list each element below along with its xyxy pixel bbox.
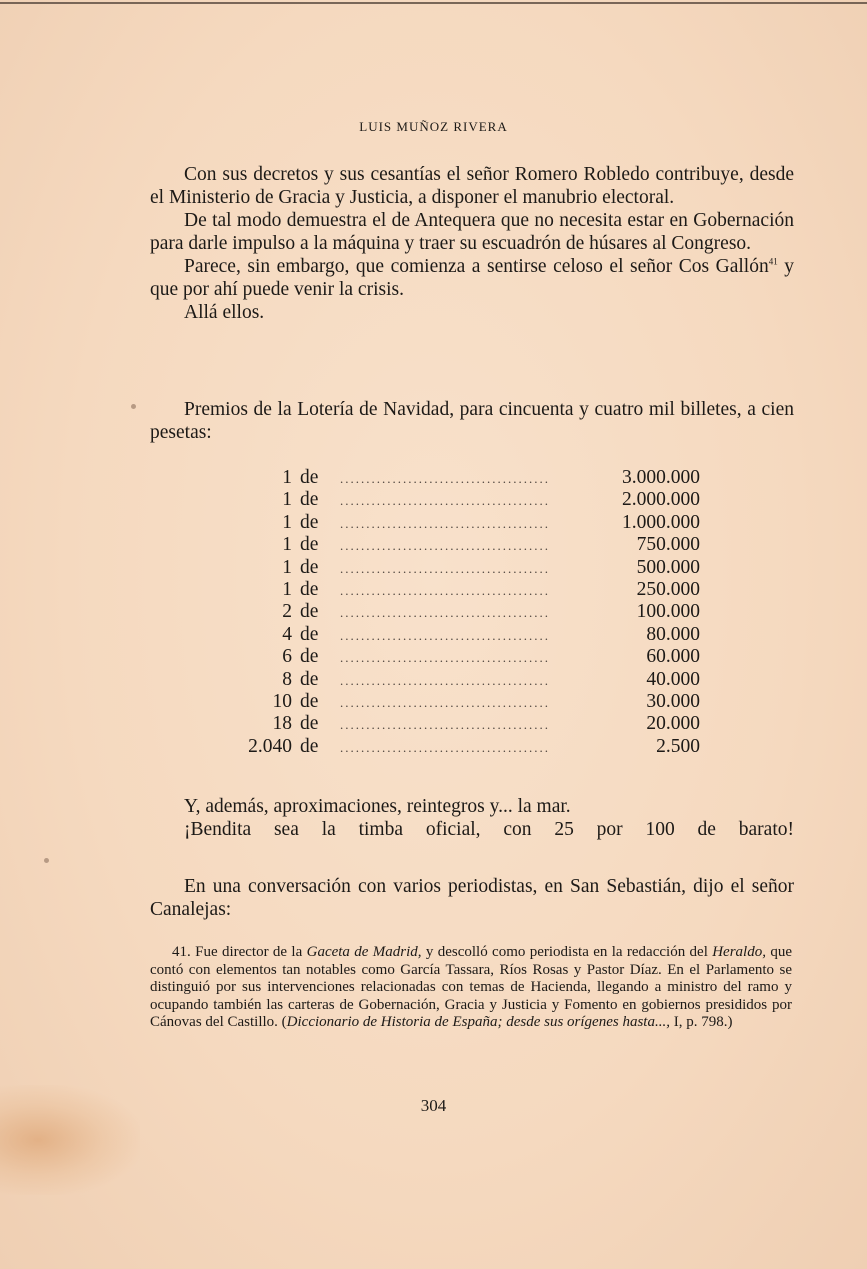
table-row xyxy=(240,624,700,646)
leader-dots: ........................................ xyxy=(340,717,550,733)
paragraph: Con sus decretos y sus cesantías el señor Romero Robledo contribuye, desde el Ministerio de Gracia y Justicia, a disponer el manubrio electoral. xyxy=(150,164,794,208)
table-row xyxy=(240,489,700,511)
top-edge-line xyxy=(0,2,867,4)
leader-dots: ........................................ xyxy=(340,694,550,710)
prize-quantity: 1 xyxy=(282,578,292,600)
table-row xyxy=(240,534,700,556)
paragraph: ¡Bendita sea la timba oficial, con 25 por 100 de barato! xyxy=(184,819,794,840)
footnote-italic: Diccionario de Historia de España; desde sus orígenes hasta..., xyxy=(286,1014,670,1031)
footnote xyxy=(150,944,792,1032)
leader-dots: ........................................ xyxy=(340,627,550,643)
leader-dots: ........................................ xyxy=(340,739,550,755)
leader-dots: ........................................ xyxy=(340,515,550,531)
prize-quantity: 1 xyxy=(282,467,292,488)
prize-amount: 500.000 xyxy=(636,556,700,578)
paper-speck xyxy=(131,404,136,409)
prize-quantity: 6 xyxy=(282,646,292,668)
leader-dots: ........................................ xyxy=(340,672,550,688)
table-row xyxy=(240,467,700,489)
table-row xyxy=(240,579,700,601)
canalejas-text xyxy=(150,875,794,921)
leader-dots: ........................................ xyxy=(340,493,550,509)
prize-quantity: 8 xyxy=(282,668,292,690)
footnote-paragraph xyxy=(150,944,792,1032)
table-row xyxy=(240,601,700,623)
running-header: LUIS MUÑOZ RIVERA xyxy=(359,119,508,134)
leader-dots: ........................................ xyxy=(340,650,550,666)
prize-quantity: 1 xyxy=(282,511,292,533)
footnote-reference: 41 xyxy=(768,256,778,267)
leader-dots: ........................................ xyxy=(340,605,550,621)
prize-de: de xyxy=(300,735,319,757)
prize-de: de xyxy=(300,556,319,578)
paper-speck xyxy=(44,858,49,863)
prize-de: de xyxy=(300,690,319,712)
table-row xyxy=(240,669,700,691)
footnote-text: Fue director de la xyxy=(190,944,307,960)
table-row xyxy=(240,713,700,735)
prize-de: de xyxy=(300,534,319,556)
prize-quantity: 2.040 xyxy=(248,735,292,757)
lottery-intro xyxy=(150,398,794,444)
table-row xyxy=(240,691,700,713)
footnote-italic: Heraldo, xyxy=(712,944,766,960)
prize-quantity: 10 xyxy=(272,690,292,712)
after-lottery-text xyxy=(150,795,794,841)
paragraph xyxy=(150,255,794,301)
prize-quantity: 1 xyxy=(282,534,292,556)
prize-table xyxy=(240,467,700,758)
prize-amount: 40.000 xyxy=(646,668,700,690)
leader-dots: ........................................ xyxy=(340,538,550,554)
footnote-text: I, p. 798.) xyxy=(669,1014,733,1031)
prize-quantity: 18 xyxy=(272,713,292,735)
prize-amount: 20.000 xyxy=(646,713,700,735)
paragraph-text: Parece, sin embargo, que comienza a sentirse celoso el señor Cos Gallón xyxy=(184,256,769,277)
paragraph: Y, además, aproximaciones, reintegros y... la mar. xyxy=(184,796,571,817)
prize-de: de xyxy=(300,489,319,511)
table-row xyxy=(240,512,700,534)
paragraph: De tal modo demuestra el de Antequera que no necesita estar en Gobernación para darle impulso a la máquina y traer su escuadrón de húsares al Congreso. xyxy=(150,210,794,254)
leader-dots: ........................................ xyxy=(340,560,550,576)
prize-de: de xyxy=(300,713,319,735)
table-row xyxy=(240,646,700,668)
prize-amount: 80.000 xyxy=(646,623,700,645)
prize-amount: 750.000 xyxy=(636,534,700,556)
paragraph: En una conversación con varios periodistas, en San Sebastián, dijo el señor Canalejas: xyxy=(150,876,794,920)
footnote-text: que contó con elementos tan notables como García Tassara, Ríos Rosas y Pastor Díaz. En el Parlamento se distinguió por sus intervenciones relacionadas con temas de Hacienda, llegando a ministro del ramo y ocupando también las carteras de Gobernación, Gracia y Justicia y Fomento en gobiernos presididos por Cánovas del Castillo. ( xyxy=(150,944,792,1031)
leader-dots: ........................................ xyxy=(340,471,550,486)
prize-de: de xyxy=(300,467,319,488)
prize-quantity: 1 xyxy=(282,489,292,511)
paragraph: Premios de la Lotería de Navidad, para cincuenta y cuatro mil billetes, a cien pesetas: xyxy=(150,399,794,443)
prize-amount: 30.000 xyxy=(646,690,700,712)
prize-de: de xyxy=(300,601,319,623)
prize-de: de xyxy=(300,623,319,645)
footnote-text: y descolló como periodista en la redacción del xyxy=(421,944,713,960)
footnote-number: 41. xyxy=(172,944,191,960)
prize-de: de xyxy=(300,646,319,668)
body-text-top xyxy=(150,163,794,324)
prize-amount: 100.000 xyxy=(636,601,700,623)
paragraph: Allá ellos. xyxy=(184,302,265,323)
paragraph-text: y que por ahí puede venir la crisis. xyxy=(150,256,794,300)
table-row xyxy=(240,557,700,579)
prize-de: de xyxy=(300,578,319,600)
prize-amount: 2.500 xyxy=(656,735,700,757)
prize-quantity: 4 xyxy=(282,623,292,645)
prize-amount: 1.000.000 xyxy=(622,511,700,533)
prize-amount: 3.000.000 xyxy=(622,467,700,488)
prize-amount: 2.000.000 xyxy=(622,489,700,511)
prize-quantity: 1 xyxy=(282,556,292,578)
table-row xyxy=(240,736,700,758)
prize-de: de xyxy=(300,511,319,533)
prize-de: de xyxy=(300,668,319,690)
leader-dots: ........................................ xyxy=(340,582,550,598)
prize-quantity: 2 xyxy=(282,601,292,623)
prize-amount: 250.000 xyxy=(636,578,700,600)
page-number: 304 xyxy=(420,1096,447,1115)
footnote-italic: Gaceta de Madrid, xyxy=(306,944,422,960)
prize-amount: 60.000 xyxy=(646,646,700,668)
